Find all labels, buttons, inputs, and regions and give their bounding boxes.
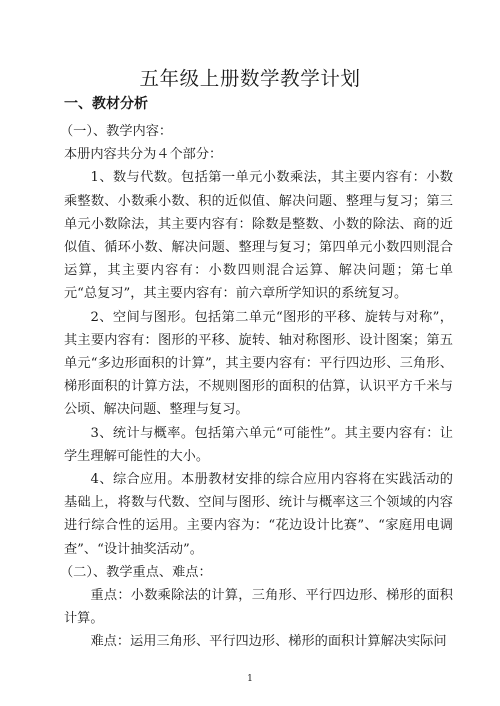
paragraph-statistics: 3、统计与概率。包括第六单元“可能性”。其主要内容有：让学生理解可能性的大小。 <box>64 425 453 464</box>
page-number: 1 <box>247 674 253 684</box>
paragraph-intro: 本册内容共分为４个部分： <box>64 147 223 163</box>
document-title: 五年级上册数学教学计划 <box>139 67 361 90</box>
subheading-key-points: （二）、教学重点、难点： <box>60 564 212 580</box>
paragraph-number-algebra: 1、数与代数。包括第一单元小数乘法，其主要内容有：小数乘整数、小数乘小数、积的近似值、解决问题、整理与复习；第三单元小数除法，其主要内容有：除数是整数、小数的除法、商的近似值、循环小数、解决问题、整理与复习；第四单元小数四则混合运算，其主要内容有：小数四则混合运算、解决问题；第七单元“总复习”，其主要内容有：前六章所学知识的系统复习。 <box>64 170 453 302</box>
section-heading: 一、教材分析 <box>64 96 148 112</box>
paragraph-application: 4、综合应用。本册教材安排的综合应用内容将在实践活动的基础上，将数与代数、空间与图形、统计与概率这三个领域的内容进行综合性的运用。主要内容为：“花边设计比赛”、“家庭用电调查”、“设计抽奖活动”。 <box>64 472 453 557</box>
paragraph-space-shape: 2、空间与图形。包括第二单元“图形的平移、旋转与对称”，其主要内容有：图形的平移、旋转、轴对称图形、设计图案；第五单元“多边形面积的计算”，其主要内容有：平行四边形、三角形、梯形面积的计算方法，不规则图形的面积的估算，认识平方千米与公顷、解决问题、整理与复习。 <box>64 309 453 418</box>
paragraph-difficulties: 难点：运用三角形、平行四边形、梯形的面积计算解决实际问 <box>90 634 447 650</box>
paragraph-key-points: 重点：小数乘除法的计算，三角形、平行四边形、梯形的面积计算。 <box>64 588 453 627</box>
document-body <box>60 120 453 654</box>
subheading-content: （一）、教学内容： <box>60 124 173 139</box>
